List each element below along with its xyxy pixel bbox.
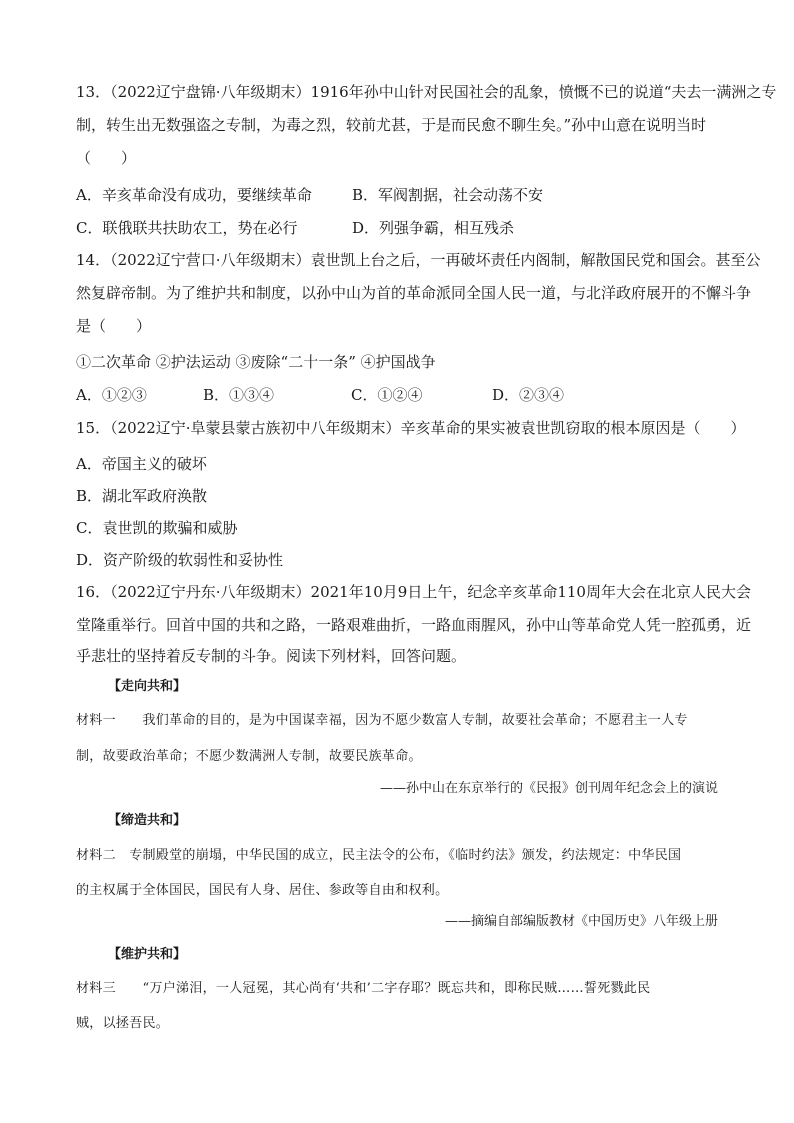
q14-option-a: A．①②③ (76, 386, 147, 404)
q16-stem-line3: 乎悲壮的坚持着反专制的斗争。阅读下列材料，回答问题。 (76, 647, 467, 665)
q14-option-b: B．①③④ (203, 386, 275, 404)
material-three-line1: 材料三 “万户涕泪，一人冠冕，其心尚有‘共和’二字存耶？既忘共和，即称民贼……誓死戮此民 (76, 981, 651, 996)
material-one-source: ——孙中山在东京举行的《民报》创刊周年纪念会上的演说 (379, 781, 718, 796)
q14-option-d: D．②③④ (492, 386, 565, 404)
material-three-line2: 贼，以拯吾民。 (76, 1016, 170, 1031)
q14-stem-line1: 14．（2022辽宁营口·八年级期末）袁世凯上台之后，一再破坏责任内阁制，解散国民党和国会。甚至公 (76, 251, 761, 269)
q14-stem-line2: 然复辟帝制。为了维护共和制度，以孙中山为首的革命派同全国人民一道，与北洋政府展开的不懈斗争 (76, 284, 752, 302)
q16-stem-line2: 堂隆重举行。回首中国的共和之路，一路艰难曲折，一路血雨腥风，孙中山等革命党人凭一腔孤勇，近 (76, 616, 752, 634)
section-heading-toward-republic: 【走向共和】 (108, 679, 187, 694)
q15-option-d: D．资产阶级的软弱性和妥协性 (76, 551, 284, 569)
q13-option-c: C．联俄联共扶助农工，势在必行 (76, 219, 298, 237)
q13-option-d: D．列强争霸，相互残杀 (352, 219, 515, 237)
q14-items: ①二次革命 ②护法运动 ③废除“二十一条” ④护国战争 (76, 353, 436, 371)
q15-stem: 15．（2022辽宁·阜蒙县蒙古族初中八年级期末）辛亥革命的果实被袁世凯窃取的根本原因是（ ） (76, 419, 746, 437)
material-two-line2: 的主权属于全体国民，国民有人身、居住、参政等自由和权利。 (76, 883, 449, 898)
material-one-line1: 材料一 我们革命的目的，是为中国谋幸福，因为不愿少数富人专制，故要社会革命；不愿君主一人专 (76, 713, 688, 728)
q13-answer-blank: （ ） (76, 149, 137, 167)
q13-stem-line1: 13．（2022辽宁盘锦·八年级期末）1916年孙中山针对民国社会的乱象，愤慨不已的说道“夫去一满洲之专 (76, 83, 777, 101)
section-heading-defend-republic: 【维护共和】 (108, 947, 187, 962)
q13-option-a: A．辛亥革命没有成功，要继续革命 (76, 186, 312, 204)
material-two-source: ——摘编自部编版教材《中国历史》八年级上册 (444, 914, 718, 929)
q14-stem-line3: 是（ ） (76, 317, 152, 335)
q15-option-b: B．湖北军政府涣散 (76, 487, 208, 505)
q13-stem-line2: 制，转生出无数强盗之专制，为毒之烈，较前尤甚，于是而民愈不聊生矣。”孙中山意在说明当时 (76, 116, 707, 134)
material-two-line1: 材料二 专制殿堂的崩塌，中华民国的成立，民主法令的公布，《临时约法》颁发，约法规定：中华民国 (76, 848, 682, 863)
section-heading-build-republic: 【缔造共和】 (108, 813, 187, 828)
q16-stem-line1: 16．（2022辽宁丹东·八年级期末）2021年10月9日上午，纪念辛亥革命110周年大会在北京人民大会 (76, 583, 751, 601)
q15-option-c: C．袁世凯的欺骗和威胁 (76, 519, 238, 537)
q15-option-a: A．帝国主义的破坏 (76, 455, 207, 473)
q14-option-c: C．①②④ (351, 386, 423, 404)
q13-option-b: B．军阀割据，社会动荡不安 (352, 186, 544, 204)
material-one-line2: 制，故要政治革命；不愿少数满洲人专制，故要民族革命。 (76, 749, 422, 764)
